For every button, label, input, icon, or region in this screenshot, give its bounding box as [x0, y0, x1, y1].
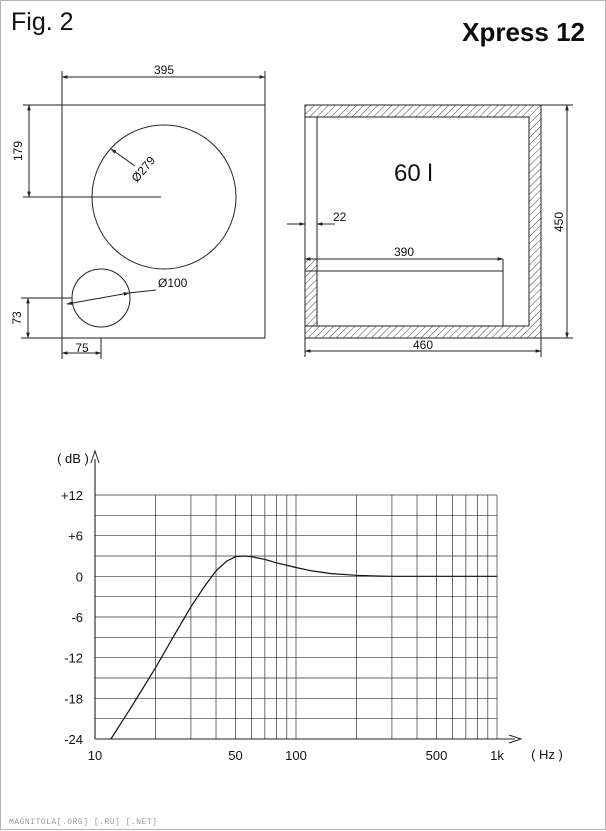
x-tick-label: 100	[285, 748, 307, 763]
figure-label: Fig. 2	[11, 8, 74, 36]
x-tick-label: 500	[425, 748, 448, 763]
port-flange	[305, 259, 317, 271]
enclosure-interior	[317, 117, 529, 326]
x-tick-label: 50	[228, 748, 243, 763]
chart-tick-labels	[61, 488, 504, 763]
watermark-footer: MAGNITOLA[.ORG] [.RU] [.NET]	[9, 818, 158, 827]
y-tick-label: -12	[64, 650, 83, 666]
y-tick-label: 0	[75, 569, 83, 585]
woofer-offset-label: 179	[11, 140, 25, 162]
y-tick-label: +12	[60, 488, 83, 503]
port-offset-bottom-label: 73	[10, 311, 24, 325]
port-diameter-label: Ø100	[158, 276, 188, 290]
front-view-labels	[10, 63, 188, 355]
front-width-label: 395	[153, 63, 175, 77]
x-tick-label: 1k	[490, 748, 504, 763]
y-axis-label: ( dB )	[57, 451, 89, 466]
front-view	[21, 71, 265, 359]
y-tick-label: -18	[64, 691, 83, 707]
port-offset-side-label: 75	[75, 341, 89, 355]
enclosure-volume: 60 l	[394, 160, 433, 187]
front-opening	[305, 117, 317, 259]
chart-grid	[95, 495, 497, 739]
frequency-response-chart	[57, 451, 563, 763]
depth-label: 460	[412, 338, 434, 352]
woofer-diameter-label: Ø279	[128, 153, 159, 185]
y-tick-label: -24	[64, 732, 83, 747]
front-panel-outline	[62, 105, 265, 338]
wall-thickness-label: 22	[333, 210, 347, 224]
port-length-label: 390	[393, 245, 415, 259]
x-tick-label: 10	[87, 748, 103, 763]
technical-drawing	[1, 1, 606, 831]
height-label: 450	[552, 211, 566, 233]
y-tick-label: +6	[68, 528, 83, 544]
side-view	[287, 105, 573, 357]
model-name: Xpress 12	[462, 17, 585, 47]
response-curve	[111, 556, 497, 739]
x-axis-label: ( Hz )	[531, 747, 563, 762]
y-tick-label: -6	[71, 610, 83, 625]
